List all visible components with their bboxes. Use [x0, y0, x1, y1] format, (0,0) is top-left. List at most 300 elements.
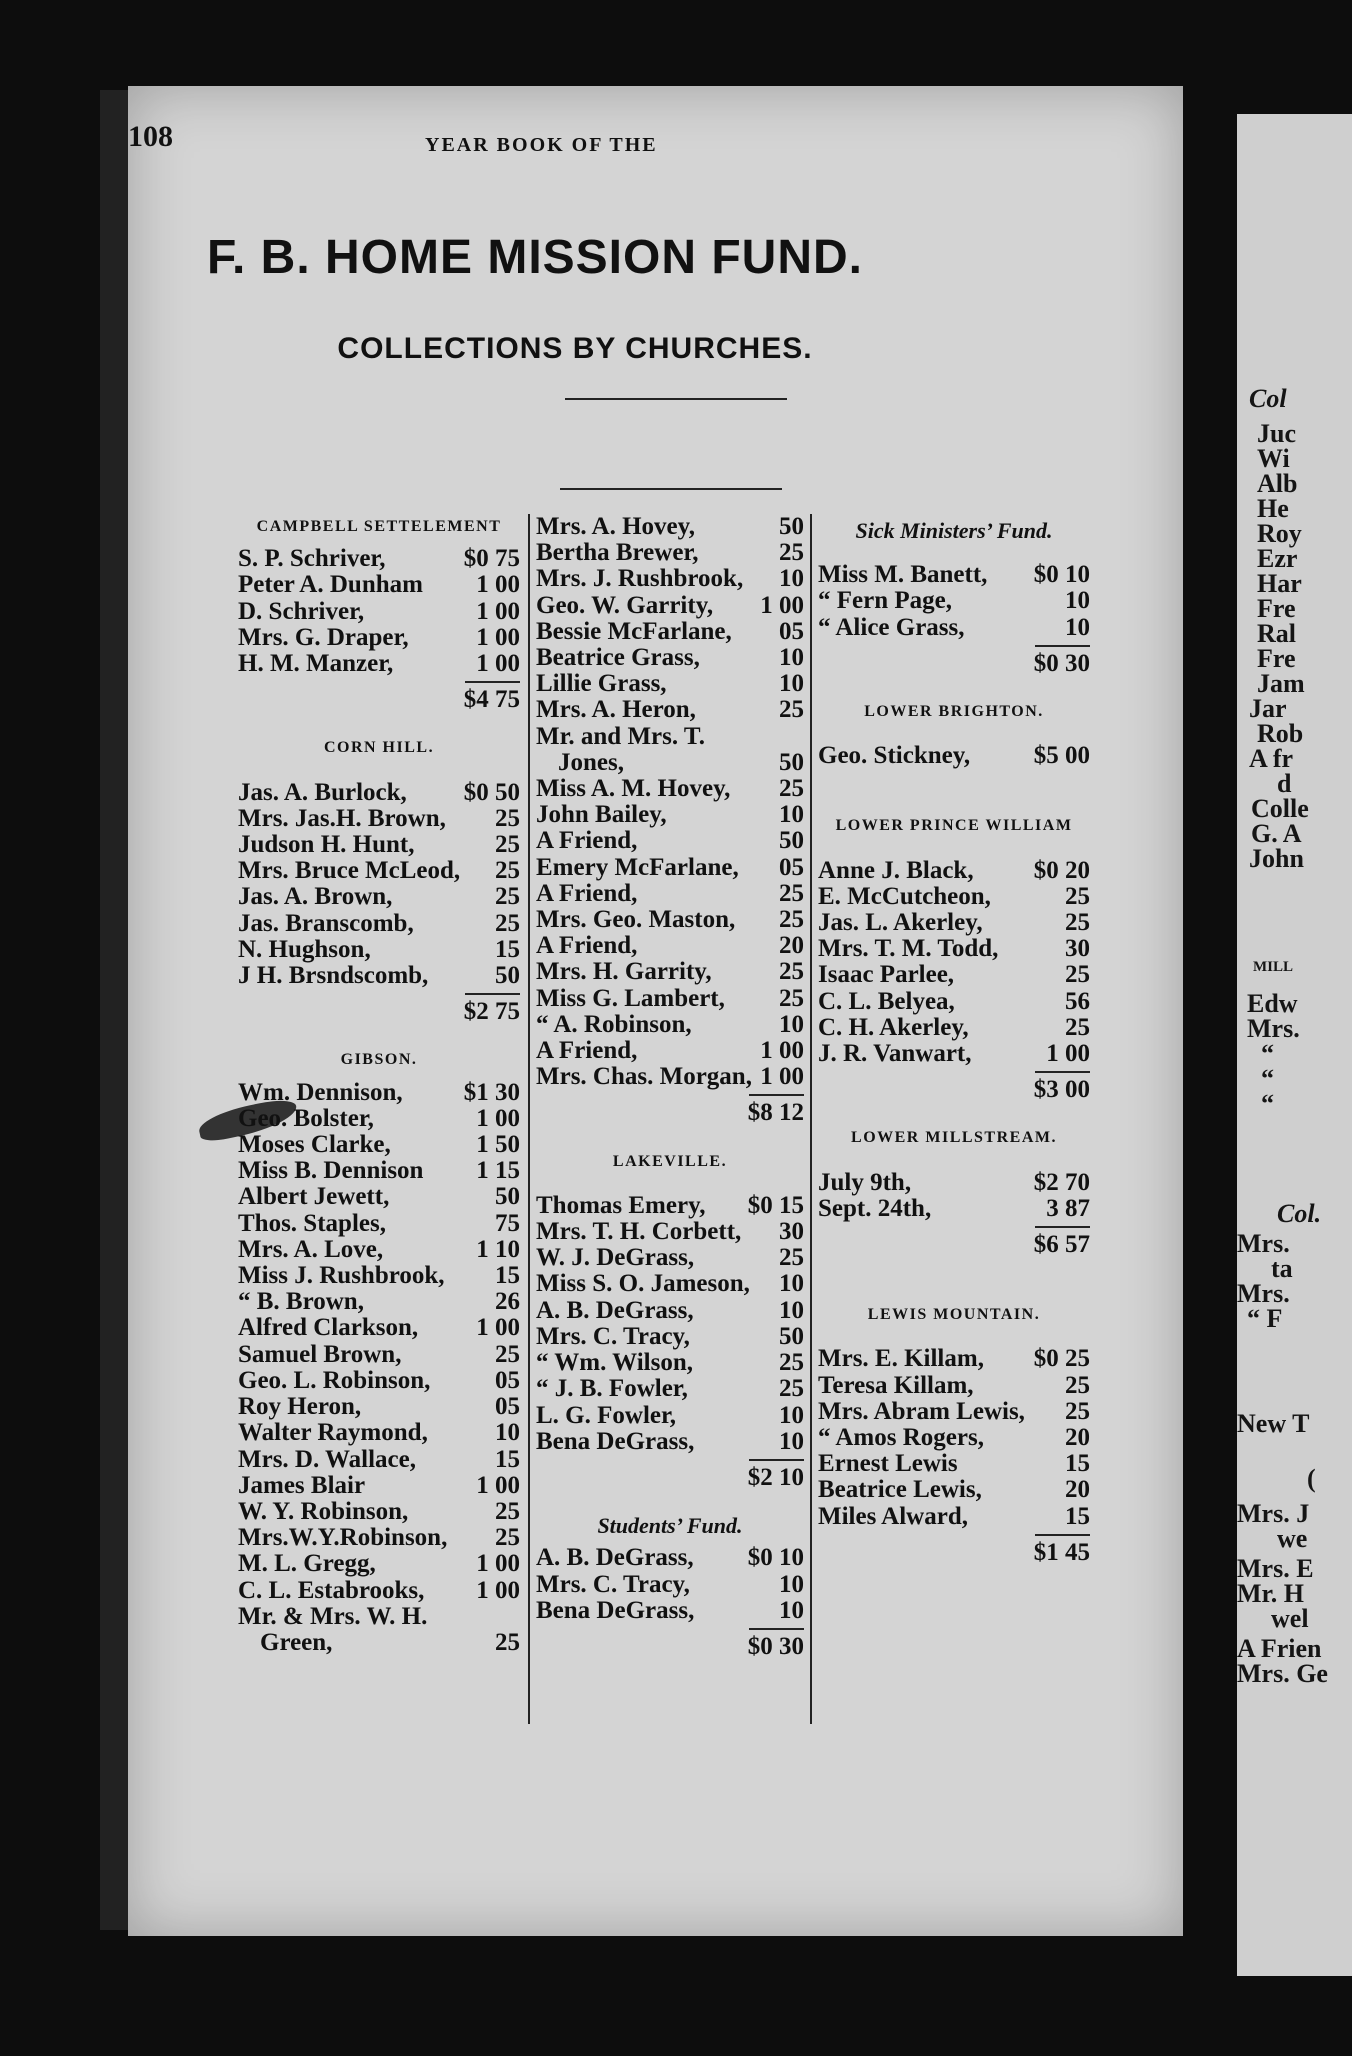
entry-row	[238, 937, 520, 963]
entry-name: Bessie McFarlane,	[536, 617, 732, 645]
entry-amount: 25	[779, 1244, 804, 1272]
entry-amount: 15	[495, 1445, 520, 1473]
entry-amount: $0 10	[1033, 561, 1090, 589]
entry-name: Miss B. Dennison	[238, 1157, 424, 1185]
facing-page-text: Mrs.	[1247, 1014, 1300, 1043]
entry-amount: 3 87	[1046, 1194, 1090, 1222]
facing-page-text: “ F	[1247, 1304, 1283, 1333]
entry-row	[536, 1038, 804, 1064]
entry-name: Beatrice Lewis,	[818, 1476, 982, 1504]
entry-name: Mrs. E. Killam,	[818, 1345, 984, 1373]
entry-amount: 1 15	[476, 1157, 520, 1185]
entry-row	[818, 1346, 1090, 1372]
facing-page-text: MILL	[1253, 959, 1294, 975]
entry-row	[536, 1376, 804, 1402]
section-total: $0 30	[747, 1632, 804, 1660]
entry-row	[238, 1289, 520, 1315]
facing-page-text: Colle	[1251, 794, 1309, 823]
entry-name: Mrs. Chas. Morgan,	[536, 1063, 752, 1091]
entry-row	[238, 599, 520, 625]
entry-name: A Friend,	[536, 1037, 638, 1065]
total-rule	[465, 681, 520, 683]
entry-name: W. J. DeGrass,	[536, 1244, 695, 1272]
entry-row	[536, 881, 804, 907]
entry-amount: 1 00	[760, 1063, 804, 1091]
section-heading-students-fund: Students’ Fund.	[597, 1513, 743, 1539]
entry-name: Mrs. A. Love,	[238, 1235, 384, 1263]
facing-page-text: wel	[1271, 1604, 1309, 1633]
column-3	[818, 518, 1090, 1566]
entry-amount: 25	[779, 696, 804, 724]
entry-name: Mrs. Jas.H. Brown,	[238, 804, 446, 832]
section-entries	[238, 546, 520, 677]
book-spine	[100, 90, 130, 1930]
section-entries	[536, 1193, 804, 1455]
section-heading-corn-hill: CORN HILL.	[323, 739, 435, 757]
entry-amount: 05	[495, 1366, 520, 1394]
entry-amount: $5 00	[1033, 742, 1090, 770]
entry-row	[818, 884, 1090, 910]
section-entries	[536, 1545, 804, 1624]
entry-name: Thomas Emery,	[536, 1191, 706, 1219]
entry-name: Sept. 24th,	[818, 1194, 932, 1222]
entry-name: Geo. W. Garrity,	[536, 591, 714, 619]
entry-amount: 20	[1065, 1476, 1090, 1504]
entry-name: Albert Jewett,	[238, 1183, 390, 1211]
entry-amount: 25	[779, 958, 804, 986]
section-heading-lower-brighton: LOWER BRIGHTON.	[864, 703, 1044, 721]
entry-name: L. G. Fowler,	[536, 1401, 677, 1429]
entry-name: J H. Brsndscomb,	[238, 962, 429, 990]
section-entries	[818, 562, 1090, 641]
entry-row	[238, 1394, 520, 1420]
entry-amount: $0 20	[1033, 856, 1090, 884]
entry-amount: 25	[495, 1340, 520, 1368]
entry-row	[536, 1403, 804, 1429]
entry-name: A Friend,	[536, 879, 638, 907]
entry-name: Geo. Stickney,	[818, 742, 971, 770]
total-rule	[1035, 645, 1090, 647]
entry-amount: 50	[495, 962, 520, 990]
facing-page-text: Ezr	[1257, 544, 1298, 573]
facing-page-text: Ral	[1257, 619, 1296, 648]
entry-name: E. McCutcheon,	[818, 882, 991, 910]
entry-name: C. L. Belyea,	[818, 987, 955, 1015]
entry-amount: 1 00	[476, 1576, 520, 1604]
entry-amount: 25	[779, 879, 804, 907]
facing-page-text: (	[1307, 1464, 1316, 1493]
entry-amount: 1 00	[476, 623, 520, 651]
entry-name: Miss J. Rushbrook,	[238, 1262, 445, 1290]
entry-amount: 10	[779, 1010, 804, 1038]
facing-page-text: Mrs. Ge	[1237, 1659, 1328, 1688]
entry-name: Green,	[260, 1628, 333, 1656]
entry-row	[536, 1271, 804, 1297]
entry-row	[238, 1315, 520, 1341]
entry-amount: 50	[779, 827, 804, 855]
entry-row	[818, 1196, 1090, 1222]
page-subtitle: COLLECTIONS BY CHURCHES.	[337, 332, 813, 365]
facing-page-text: Mrs.	[1237, 1279, 1290, 1308]
entry-name: W. Y. Robinson,	[238, 1497, 409, 1525]
section-heading-lewis-mountain: LEWIS MOUNTAIN.	[867, 1306, 1041, 1324]
entry-name: J. R. Vanwart,	[818, 1040, 972, 1068]
entry-name: S. P. Schriver,	[238, 545, 386, 573]
entry-row	[536, 986, 804, 1012]
facing-page-text: Mrs. J	[1237, 1499, 1310, 1528]
entry-row	[536, 1064, 804, 1090]
entry-row	[818, 1170, 1090, 1196]
entry-name: Mrs. A. Hovey,	[536, 513, 696, 540]
entry-row	[818, 1041, 1090, 1067]
entry-amount: 25	[1065, 1371, 1090, 1399]
entry-name: Isaac Parlee,	[818, 961, 955, 989]
entry-row	[536, 776, 804, 802]
entry-amount: 1 00	[476, 1550, 520, 1578]
section-total: $1 45	[1033, 1538, 1090, 1566]
entry-name: A Friend,	[536, 932, 638, 960]
entry-amount: 10	[779, 1296, 804, 1324]
total-rule	[749, 1459, 804, 1461]
facing-page-text: Har	[1257, 569, 1302, 598]
entry-amount: 30	[1065, 935, 1090, 963]
entry-name: Miles Alward,	[818, 1502, 968, 1530]
section-total: $2 75	[463, 998, 520, 1026]
entry-name: Mrs. T. H. Corbett,	[536, 1218, 742, 1246]
column-2	[536, 514, 804, 1660]
entry-row	[536, 671, 804, 697]
entry-row	[238, 858, 520, 884]
facing-page-text: “	[1261, 1064, 1274, 1093]
section-total: $4 75	[463, 686, 520, 714]
entry-amount: 25	[779, 1375, 804, 1403]
column-1	[238, 514, 520, 1656]
entry-row	[818, 989, 1090, 1015]
entry-amount: 25	[495, 857, 520, 885]
column-divider	[810, 514, 812, 1724]
section-entries	[536, 514, 804, 1090]
entry-name: Mrs. Bruce McLeod,	[238, 857, 461, 885]
entry-amount: 25	[779, 775, 804, 803]
entry-name: Miss G. Lambert,	[536, 984, 725, 1012]
entry-name: Alfred Clarkson,	[238, 1314, 419, 1342]
entry-row	[536, 1245, 804, 1271]
facing-page-text: New T	[1237, 1409, 1310, 1438]
entry-row	[238, 546, 520, 572]
total-rule	[749, 1628, 804, 1630]
entry-amount: 25	[779, 906, 804, 934]
entry-name: “ Wm. Wilson,	[536, 1349, 693, 1377]
entry-name: Moses Clarke,	[238, 1131, 391, 1159]
entry-name: Jones,	[558, 748, 624, 776]
entry-amount: 30	[779, 1218, 804, 1246]
entry-amount: 25	[1065, 1013, 1090, 1041]
entry-name: July 9th,	[818, 1168, 912, 1196]
facing-page-text: Roy	[1257, 519, 1302, 548]
entry-row	[536, 1012, 804, 1038]
section-heading-lower-prince-william: LOWER PRINCE WILLIAM	[835, 817, 1073, 835]
entry-name: Mrs. C. Tracy,	[536, 1570, 690, 1598]
entry-name: Ernest Lewis	[818, 1450, 958, 1478]
entry-name: “ J. B. Fowler,	[536, 1375, 688, 1403]
facing-page-text: Juc	[1257, 419, 1296, 448]
entry-name: A. B. DeGrass,	[536, 1544, 694, 1572]
entry-name: “ Alice Grass,	[818, 613, 965, 641]
entry-row	[238, 1368, 520, 1394]
entry-row	[536, 1298, 804, 1324]
entry-row	[818, 858, 1090, 884]
facing-page-fragment	[1237, 114, 1352, 1976]
entry-name: Jas. A. Brown,	[238, 883, 393, 911]
entry-row	[536, 593, 804, 619]
entry-name: Emery McFarlane,	[536, 853, 739, 881]
entry-amount: 1 00	[760, 591, 804, 619]
entry-amount: 25	[495, 1497, 520, 1525]
facing-page-text: G. A	[1251, 819, 1302, 848]
entry-amount: 10	[1065, 587, 1090, 615]
entry-amount: 1 00	[476, 571, 520, 599]
entry-name: Mr. and Mrs. T.	[536, 722, 705, 750]
entry-row	[238, 1525, 520, 1551]
entry-row	[536, 959, 804, 985]
entry-name: Mrs. Geo. Maston,	[536, 906, 736, 934]
entry-amount: 05	[495, 1393, 520, 1421]
entry-amount: 15	[1065, 1502, 1090, 1530]
entry-amount: 15	[495, 1262, 520, 1290]
entry-row	[238, 832, 520, 858]
entry-row	[238, 1630, 520, 1656]
entry-amount: 1 50	[476, 1131, 520, 1159]
facing-page-text: He	[1257, 494, 1289, 523]
facing-page-text: A Frien	[1237, 1634, 1322, 1663]
entry-name: Peter A. Dunham	[238, 571, 423, 599]
entry-row	[536, 724, 804, 750]
entry-amount: $0 50	[463, 778, 520, 806]
entry-amount: 1 00	[1046, 1040, 1090, 1068]
facing-page-text: Edw	[1247, 989, 1298, 1018]
entry-amount: $0 10	[747, 1544, 804, 1572]
entry-amount: 10	[1065, 613, 1090, 641]
entry-amount: $0 75	[463, 545, 520, 573]
entry-row	[238, 1499, 520, 1525]
facing-page-text: we	[1277, 1524, 1308, 1553]
total-rule	[1035, 1534, 1090, 1536]
entry-row	[536, 802, 804, 828]
entry-name: Mrs. Abram Lewis,	[818, 1397, 1025, 1425]
entry-amount: $1 30	[463, 1078, 520, 1106]
entry-amount: 1 00	[760, 1037, 804, 1065]
entry-row	[238, 1447, 520, 1473]
entry-row	[238, 1473, 520, 1499]
entry-amount: 10	[779, 565, 804, 593]
entry-row	[536, 1350, 804, 1376]
entry-row	[536, 907, 804, 933]
entry-row	[238, 625, 520, 651]
section-heading-gibson: GIBSON.	[340, 1051, 418, 1069]
facing-page-text: Mr. H	[1237, 1579, 1304, 1608]
section-total: $2 10	[747, 1463, 804, 1491]
entry-row	[238, 884, 520, 910]
facing-page-text: “	[1261, 1039, 1274, 1068]
entry-amount: 10	[779, 644, 804, 672]
entry-row	[238, 1158, 520, 1184]
total-rule	[1035, 1071, 1090, 1073]
section-total: $0 30	[1033, 649, 1090, 677]
entry-amount: 25	[495, 1524, 520, 1552]
entry-amount: 26	[495, 1288, 520, 1316]
entry-name: Miss A. M. Hovey,	[536, 775, 731, 803]
entry-row	[238, 1184, 520, 1210]
entry-name: Samuel Brown,	[238, 1340, 402, 1368]
entry-row	[536, 1324, 804, 1350]
entry-row	[238, 1211, 520, 1237]
entry-row	[536, 1219, 804, 1245]
entry-amount: 1 00	[476, 1471, 520, 1499]
entry-name: James Blair	[238, 1471, 366, 1499]
entry-row	[818, 562, 1090, 588]
entry-row	[238, 651, 520, 677]
entry-amount: 1 00	[476, 597, 520, 625]
entry-amount: 25	[1065, 882, 1090, 910]
entry-name: Mrs. D. Wallace,	[238, 1445, 416, 1473]
entry-amount: 10	[779, 1427, 804, 1455]
entry-amount: $0 25	[1033, 1345, 1090, 1373]
entry-name: Judson H. Hunt,	[238, 831, 415, 859]
entry-amount: 25	[779, 539, 804, 567]
entry-amount: 1 10	[476, 1235, 520, 1263]
facing-page-text: Fre	[1257, 644, 1296, 673]
section-entries	[238, 1080, 520, 1656]
section-entries	[818, 1346, 1090, 1529]
entry-amount: 25	[779, 984, 804, 1012]
entry-amount: 1 00	[476, 1314, 520, 1342]
running-head: YEAR BOOK OF THE	[425, 134, 658, 156]
entry-name: A Friend,	[536, 827, 638, 855]
entry-amount: 10	[495, 1419, 520, 1447]
entry-amount: $0 15	[747, 1191, 804, 1219]
entry-row	[818, 936, 1090, 962]
entry-row	[536, 1572, 804, 1598]
facing-page-text: A fr	[1249, 744, 1294, 773]
entry-amount: 25	[495, 1628, 520, 1656]
entry-row	[536, 855, 804, 881]
entry-row	[536, 933, 804, 959]
facing-page-text: John	[1249, 844, 1304, 873]
entry-amount: 50	[779, 748, 804, 776]
entry-amount: 10	[779, 1596, 804, 1624]
entry-row	[238, 1132, 520, 1158]
entry-amount: 50	[779, 513, 804, 540]
section-heading-sick-ministers-fund: Sick Ministers’ Fund.	[855, 518, 1053, 543]
entry-amount: 25	[1065, 909, 1090, 937]
entry-name: “ B. Brown,	[238, 1288, 364, 1316]
facing-page-text: Jar	[1249, 694, 1287, 723]
entry-amount: 25	[495, 831, 520, 859]
entry-row	[818, 1504, 1090, 1530]
column-divider	[528, 514, 530, 1724]
section-heading-lower-millstream: LOWER MILLSTREAM.	[851, 1129, 1057, 1147]
entry-name: Jas. L. Akerley,	[818, 909, 983, 937]
entry-amount: 25	[495, 909, 520, 937]
total-rule	[1035, 1226, 1090, 1228]
section-entries	[818, 1170, 1090, 1222]
entry-name: Mrs. G. Draper,	[238, 623, 409, 651]
entry-name: Roy Heron,	[238, 1393, 362, 1421]
entry-row	[818, 1425, 1090, 1451]
entry-row	[536, 540, 804, 566]
entry-amount: 10	[779, 1401, 804, 1429]
entry-amount: 1 00	[476, 1104, 520, 1132]
entry-name: Lillie Grass,	[536, 670, 667, 698]
entry-name: C. H. Akerley,	[818, 1013, 969, 1041]
section-total: $3 00	[1033, 1076, 1090, 1104]
facing-page-text: Fre	[1257, 594, 1296, 623]
facing-page-text: Col	[1249, 384, 1287, 413]
entry-name: Jas. A. Burlock,	[238, 778, 407, 806]
entry-row	[536, 1598, 804, 1624]
entry-amount: 50	[495, 1183, 520, 1211]
entry-amount: 1 00	[476, 650, 520, 678]
entry-name: Mrs.W.Y.Robinson,	[238, 1524, 448, 1552]
entry-row	[536, 619, 804, 645]
entry-row	[818, 962, 1090, 988]
entry-amount: 10	[779, 801, 804, 829]
section-total: $6 57	[1033, 1231, 1090, 1259]
entry-row	[238, 1080, 520, 1106]
entry-row	[238, 1263, 520, 1289]
section-entries	[818, 858, 1090, 1068]
entry-row	[818, 743, 1090, 769]
entry-row	[238, 1106, 520, 1132]
entry-row	[238, 1604, 520, 1630]
entry-name: H. M. Manzer,	[238, 650, 394, 678]
section-heading-lakeville: LAKEVILLE.	[612, 1152, 728, 1170]
entry-name: Beatrice Grass,	[536, 644, 700, 672]
entry-amount: 05	[779, 853, 804, 881]
entry-row	[238, 806, 520, 832]
entry-row	[818, 1015, 1090, 1041]
entry-row	[238, 1420, 520, 1446]
entry-name: Mrs. J. Rushbrook,	[536, 565, 744, 593]
entry-name: C. L. Estabrooks,	[238, 1576, 425, 1604]
entry-name: Geo. Bolster,	[238, 1104, 374, 1132]
entry-amount: 25	[1065, 961, 1090, 989]
facing-page-text: ta	[1271, 1254, 1293, 1283]
entry-row	[818, 1451, 1090, 1477]
entry-amount: 50	[779, 1322, 804, 1350]
facing-page-text: “	[1261, 1089, 1274, 1118]
entry-amount: 25	[495, 804, 520, 832]
entry-row	[536, 514, 804, 540]
entry-name: Thos. Staples,	[238, 1209, 386, 1237]
page-title: F. B. HOME MISSION FUND.	[206, 231, 863, 284]
entry-name: Teresa Killam,	[818, 1371, 974, 1399]
entry-amount: 25	[1065, 1397, 1090, 1425]
entry-row	[818, 588, 1090, 614]
entry-name: M. L. Gregg,	[238, 1550, 376, 1578]
entry-name: Mr. & Mrs. W. H.	[238, 1602, 428, 1630]
entry-amount: 75	[495, 1209, 520, 1237]
facing-page-text: d	[1277, 769, 1292, 798]
subtitle-rule	[560, 488, 782, 490]
facing-page-text: Jam	[1257, 669, 1305, 698]
facing-page-text: Wi	[1257, 444, 1290, 473]
entry-row	[536, 697, 804, 723]
entry-row	[238, 911, 520, 937]
entry-name: “ A. Robinson,	[536, 1010, 692, 1038]
entry-name: Jas. Branscomb,	[238, 909, 414, 937]
page-number: 108	[128, 120, 173, 153]
